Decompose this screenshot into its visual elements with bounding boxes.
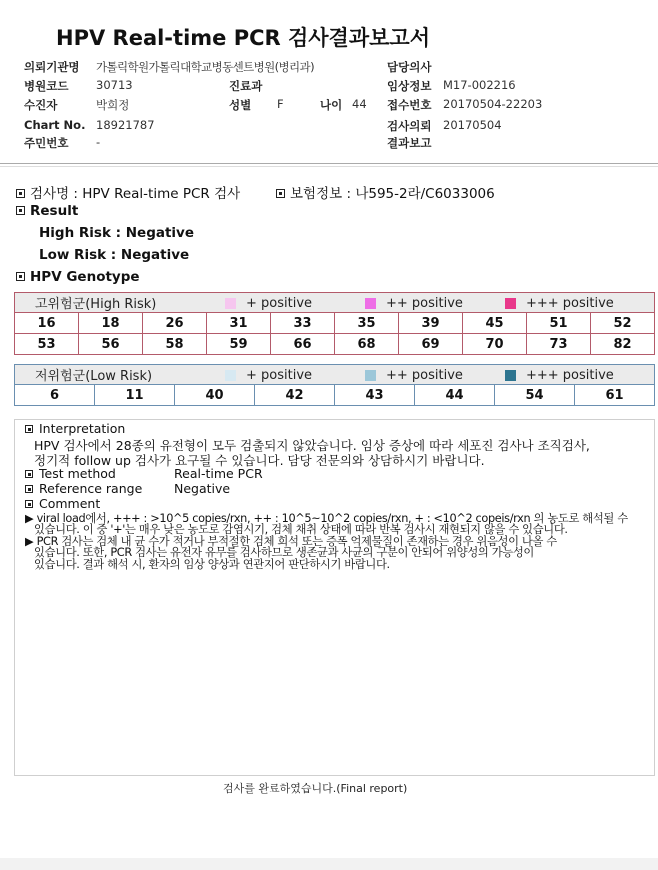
high-risk-value: Negative (125, 225, 195, 241)
institution-value: 가톨릭학원가톨릭대학교병동센트병원(병리과) (96, 60, 314, 74)
interpretation-heading-row (25, 421, 125, 436)
low-risk-table-header (14, 364, 655, 384)
genotype-cell: 82 (591, 334, 655, 355)
legend-plus-plus (365, 368, 463, 383)
genotype-cell: 33 (271, 313, 335, 334)
test-name-label: 검사명 : (30, 186, 78, 202)
receipt-no-label: 접수번호 (387, 98, 432, 112)
interpretation-heading: Interpretation (39, 421, 126, 436)
doctor-label: 담당의사 (387, 60, 432, 74)
genotype-cell: 69 (399, 334, 463, 355)
bullet-square-icon (16, 206, 25, 215)
recipient-value: 박희정 (96, 98, 130, 112)
legend-swatch (225, 298, 236, 309)
high-risk-table-title: 고위험군(High Risk) (35, 297, 157, 312)
legend-swatch (505, 370, 516, 381)
legend-label: +++ positive (526, 368, 614, 383)
genotype-cell: 35 (335, 313, 399, 334)
legend-label: ++ positive (386, 296, 463, 311)
comment-1-line-2: 있습니다. 이 중 '+'는 매우 낮은 농도로 감염시기, 검체 채취 상태에 따라 반복 검사시 재현되지 않을 수 있습니다. (34, 523, 568, 536)
genotype-cell: 43 (335, 385, 415, 406)
reference-range-label: Reference range (39, 481, 143, 496)
age-label: 나이 (320, 98, 343, 112)
bullet-square-icon (276, 189, 285, 198)
genotype-cell: 40 (175, 385, 255, 406)
genotype-cell: 52 (591, 313, 655, 334)
test-name-value: HPV Real-time PCR 검사 (82, 186, 241, 202)
genotype-cell: 68 (335, 334, 399, 355)
bullet-square-icon (16, 272, 25, 281)
clinical-info-label: 임상정보 (387, 79, 432, 93)
bullet-square-icon (16, 189, 25, 198)
legend-label: + positive (246, 368, 313, 383)
genotype-cell: 54 (495, 385, 575, 406)
low-risk-label: Low Risk : (39, 247, 117, 263)
final-report-status: 검사를 완료하였습니다.(Final report) (223, 782, 408, 795)
legend-label: + positive (246, 296, 313, 311)
high-risk-genotype-table (14, 292, 655, 355)
legend-plus (225, 296, 312, 311)
interpretation-line-2: 정기적 follow up 검사가 요구될 수 있습니다. 담당 전문의와 상담하시기 바랍니다. (34, 453, 485, 468)
resident-no-label: 주민번호 (24, 136, 69, 150)
sex-value: F (277, 97, 284, 111)
genotype-heading-row (16, 269, 140, 285)
header-divider-sub (0, 166, 658, 167)
high-risk-genotype-grid (14, 312, 655, 355)
genotype-cell: 11 (95, 385, 175, 406)
genotype-heading: HPV Genotype (30, 269, 140, 285)
reference-range-row (25, 481, 142, 496)
genotype-cell: 44 (415, 385, 495, 406)
genotype-cell: 18 (79, 313, 143, 334)
test-method-value: Real-time PCR (174, 466, 263, 481)
header-divider (0, 163, 658, 164)
request-date-value: 20170504 (443, 118, 502, 132)
bullet-square-icon (25, 425, 33, 433)
legend-label: ++ positive (386, 368, 463, 383)
result-report-label: 결과보고 (387, 136, 432, 150)
legend-swatch (365, 370, 376, 381)
comment-label: Comment (39, 496, 101, 511)
result-heading: Result (30, 203, 79, 219)
clinical-info-value: M17-002216 (443, 78, 516, 92)
insurance-value: 나595-2라/C6033006 (355, 186, 495, 202)
genotype-cell: 66 (271, 334, 335, 355)
legend-plus-plus-plus (505, 368, 614, 383)
legend-plus (225, 368, 312, 383)
dept-label: 진료과 (229, 79, 263, 93)
institution-label: 의뢰기관명 (24, 60, 80, 74)
genotype-cell: 51 (527, 313, 591, 334)
bullet-square-icon (25, 470, 33, 478)
insurance-row (276, 182, 495, 202)
request-date-label: 검사의뢰 (387, 119, 432, 133)
comment-2-line-2: 있습니다. 또한, PCR 검사는 유전자 유무를 검사하므로 생존균과 사균의 구분이 안되어 위양성의 가능성이 (34, 546, 534, 559)
footer-bar (0, 858, 658, 870)
bullet-square-icon (25, 500, 33, 508)
test-method-row (25, 466, 116, 481)
receipt-no-value: 20170504-22203 (443, 97, 543, 111)
hospital-code-label: 병원코드 (24, 79, 69, 93)
genotype-cell: 26 (143, 313, 207, 334)
low-risk-result (39, 247, 189, 263)
genotype-cell: 31 (207, 313, 271, 334)
test-name-row (16, 182, 240, 202)
legend-plus-plus (365, 296, 463, 311)
genotype-cell: 6 (15, 385, 95, 406)
low-risk-genotype-table (14, 364, 655, 406)
genotype-cell: 70 (463, 334, 527, 355)
genotype-cell: 16 (15, 313, 79, 334)
legend-plus-plus-plus (505, 296, 614, 311)
genotype-cell: 42 (255, 385, 335, 406)
comment-2-line-1: ▶ PCR 검사는 검체 내 균 수가 적거나 부적절한 검체 희석 또는 증폭 억제물질이 존재하는 경우 위음성이 나올 수 (25, 535, 557, 548)
reference-range-value: Negative (174, 481, 231, 496)
insurance-label: 보험정보 : (290, 186, 352, 202)
chart-no-label: Chart No. (24, 118, 86, 132)
report-title: HPV Real-time PCR 검사결과보고서 (56, 26, 430, 50)
comment-1-line-1: ▶ viral load에서, +++ : >10^5 copies/rxn, ++ : 10^5~10^2 copies/rxn, + : <10^2 copeis/rxn 의 농도로 해석될 수 (25, 512, 628, 525)
result-heading-row (16, 203, 78, 219)
low-risk-value: Negative (120, 247, 190, 263)
high-risk-label: High Risk : (39, 225, 122, 241)
low-risk-genotype-grid (14, 384, 655, 406)
genotype-cell: 56 (79, 334, 143, 355)
genotype-cell: 53 (15, 334, 79, 355)
legend-swatch (365, 298, 376, 309)
genotype-cell: 61 (575, 385, 655, 406)
age-value: 44 (352, 97, 367, 111)
genotype-cell: 45 (463, 313, 527, 334)
legend-label: +++ positive (526, 296, 614, 311)
genotype-cell: 58 (143, 334, 207, 355)
interpretation-line-1: HPV 검사에서 28종의 유전형이 모두 검출되지 않았습니다. 임상 증상에 따라 세포진 검사나 조직검사, (34, 438, 590, 453)
comment-heading-row (25, 496, 100, 511)
genotype-cell: 59 (207, 334, 271, 355)
legend-swatch (505, 298, 516, 309)
recipient-label: 수진자 (24, 98, 58, 112)
hospital-code-value: 30713 (96, 78, 133, 92)
comment-2-line-3: 있습니다. 결과 해석 시, 환자의 임상 양상과 연관지어 판단하시기 바랍니다. (34, 558, 390, 571)
bullet-square-icon (25, 485, 33, 493)
genotype-cell: 39 (399, 313, 463, 334)
resident-no-value: - (96, 135, 101, 149)
chart-no-value: 18921787 (96, 118, 155, 132)
test-method-label: Test method (39, 466, 116, 481)
high-risk-result (39, 225, 194, 241)
sex-label: 성별 (229, 98, 252, 112)
genotype-cell: 73 (527, 334, 591, 355)
high-risk-table-header (14, 292, 655, 312)
low-risk-table-title: 저위험군(Low Risk) (35, 369, 153, 384)
legend-swatch (225, 370, 236, 381)
